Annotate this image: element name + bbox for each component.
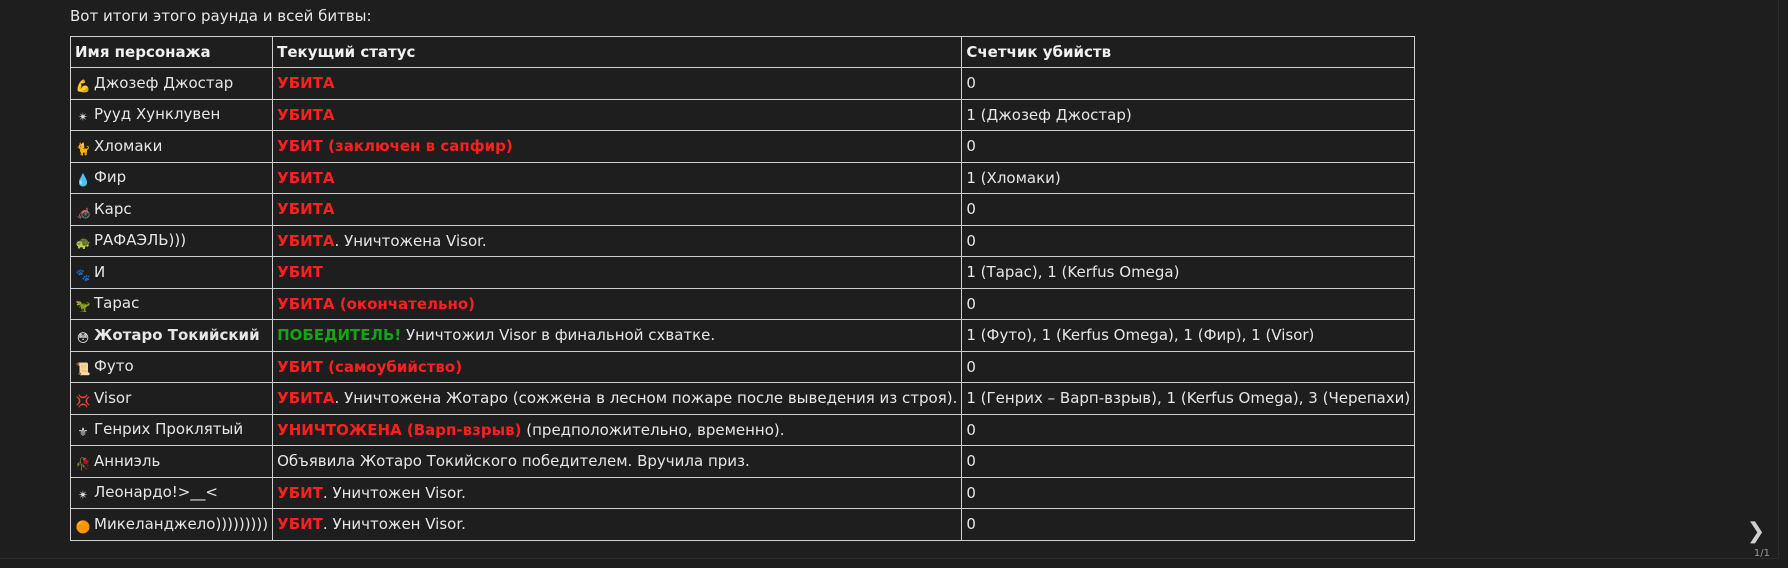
cell-kills: 1 (Джозеф Джостар) (962, 99, 1415, 131)
character-name: Джозеф Джостар (94, 73, 234, 92)
table-row (71, 414, 1415, 446)
paw-icon: 🐾 (75, 267, 91, 282)
cell-kills: 1 (Генрих – Варп-взрыв), 1 (Kerfus Omega), 3 (Черепахи) (962, 383, 1415, 415)
status-label: УБИТ (277, 263, 323, 282)
status-label: УБИТ (277, 483, 323, 502)
status-label: УБИТА (277, 168, 335, 187)
table-row (71, 99, 1415, 131)
table-row (71, 225, 1415, 257)
scroll-icon: 📜 (75, 362, 91, 377)
cell-kills: 0 (962, 446, 1415, 478)
cell-kills: 0 (962, 288, 1415, 320)
status-label: УБИТА (277, 389, 335, 408)
chevron-right-icon[interactable]: ❯ (1746, 519, 1766, 544)
red-star-icon: ✴ (77, 488, 89, 503)
status-detail: . Уничтожен Visor. (322, 483, 466, 502)
turtle-icon: 🐢 (75, 236, 91, 251)
table-row (71, 509, 1415, 541)
status-label: УБИТА (277, 200, 335, 219)
status-detail: Объявила Жотаро Токийского победителем. Вручила приз. (277, 452, 750, 471)
header-name: Имя персонажа (71, 37, 273, 68)
cell-name (71, 414, 273, 446)
status-label: УБИТ (самоубийство) (277, 357, 463, 376)
cell-name (71, 194, 273, 226)
shoe-icon: 🦽 (75, 204, 91, 219)
cell-name (71, 288, 273, 320)
flexed-biceps-icon: 💪 (75, 78, 91, 93)
status-label: УБИТА (277, 105, 335, 124)
status-label: УНИЧТОЖЕНА (Варп-взрыв) (277, 420, 522, 439)
character-name: Фир (94, 168, 127, 187)
header-status: Текущий статус (273, 37, 962, 68)
cell-name (71, 446, 273, 478)
table-row (71, 288, 1415, 320)
page-counter: 1/1 (1753, 548, 1770, 559)
table-row (71, 257, 1415, 289)
table-row (71, 162, 1415, 194)
character-name: Рууд Хунклувен (94, 105, 221, 124)
cell-kills: 0 (962, 477, 1415, 509)
cell-status (273, 383, 962, 415)
cell-kills: 0 (962, 131, 1415, 163)
cell-kills: 1 (Хломаки) (962, 162, 1415, 194)
cell-status (273, 99, 962, 131)
cell-status (273, 288, 962, 320)
cell-kills: 0 (962, 68, 1415, 100)
status-label: УБИТ (277, 515, 323, 534)
cell-status (273, 477, 962, 509)
cell-status (273, 509, 962, 541)
cell-kills: 0 (962, 509, 1415, 541)
status-detail: (предположительно, временно). (521, 420, 785, 439)
cell-name (71, 477, 273, 509)
cell-status (273, 68, 962, 100)
character-name: РАФАЭЛЬ))) (94, 231, 187, 250)
status-label: УБИТА (277, 74, 335, 93)
character-name: Генрих Проклятый (94, 420, 244, 439)
red-star-icon: ✴ (77, 110, 89, 125)
character-name: Тарас (94, 294, 140, 313)
status-label: ПОБЕДИТЕЛЬ! (277, 326, 402, 345)
intro-text: Вот итоги этого раунда и всей битвы: (70, 7, 372, 25)
character-name: Карс (94, 199, 132, 218)
table-row (71, 194, 1415, 226)
header-kills: Счетчик убийств (962, 37, 1415, 68)
character-name: Хломаки (94, 136, 163, 155)
table-row (71, 131, 1415, 163)
cell-name (71, 162, 273, 194)
cell-status (273, 194, 962, 226)
cell-name (71, 131, 273, 163)
cell-status (273, 131, 962, 163)
table-row (71, 68, 1415, 100)
table-row (71, 351, 1415, 383)
cell-name (71, 383, 273, 415)
status-detail: Уничтожил Visor в финальной схватке. (401, 326, 716, 345)
character-name: Visor (94, 388, 132, 407)
cell-kills: 1 (Тарас), 1 (Kerfus Omega) (962, 257, 1415, 289)
cat-icon: 🐈 (75, 141, 91, 156)
dinosaur-icon: 🦖 (75, 299, 91, 314)
table-row (71, 320, 1415, 352)
status-label: УБИТА (277, 231, 335, 250)
cell-status (273, 320, 962, 352)
character-name: Леонардо!>__< (94, 483, 218, 502)
cell-name (71, 509, 273, 541)
cell-name (71, 225, 273, 257)
cell-status (273, 414, 962, 446)
anger-symbol-icon: 💢 (75, 393, 91, 408)
cell-name (71, 257, 273, 289)
character-name: Жотаро Токийский (94, 325, 260, 344)
fleur-de-lis-icon: ⚜ (77, 425, 89, 440)
status-detail: . Уничтожена Жотаро (сожжена в лесном пожаре после выведения из строя). (334, 389, 958, 408)
table-row (71, 446, 1415, 478)
cell-kills: 0 (962, 225, 1415, 257)
cell-status (273, 225, 962, 257)
status-detail: . Уничтожен Visor. (322, 515, 466, 534)
face-icon: 😳 (76, 330, 90, 345)
cell-kills: 0 (962, 351, 1415, 383)
table-row (71, 477, 1415, 509)
cell-name (71, 320, 273, 352)
cell-status (273, 351, 962, 383)
status-label: УБИТА (окончательно) (277, 294, 476, 313)
character-name: Микеланджело))))))))) (94, 514, 269, 533)
table-row (71, 383, 1415, 415)
status-label: УБИТ (заключен в сапфир) (277, 137, 513, 156)
water-drop-icon: 💧 (75, 173, 91, 188)
character-name: И (94, 262, 106, 281)
cell-status (273, 162, 962, 194)
cell-name (71, 351, 273, 383)
cell-name (71, 99, 273, 131)
cell-kills: 0 (962, 414, 1415, 446)
cell-status (273, 446, 962, 478)
rose-icon: 🥀 (75, 456, 91, 471)
cell-kills: 0 (962, 194, 1415, 226)
cell-kills: 1 (Футо), 1 (Kerfus Omega), 1 (Фир), 1 (Visor) (962, 320, 1415, 352)
table-header-row (71, 37, 1415, 68)
cell-name (71, 68, 273, 100)
character-name: Анниэль (94, 451, 161, 470)
orange-circle-icon: 🟠 (75, 519, 91, 534)
character-name: Футо (94, 357, 134, 376)
status-detail: . Уничтожена Visor. (334, 231, 487, 250)
results-table (70, 36, 1415, 541)
cell-status (273, 257, 962, 289)
